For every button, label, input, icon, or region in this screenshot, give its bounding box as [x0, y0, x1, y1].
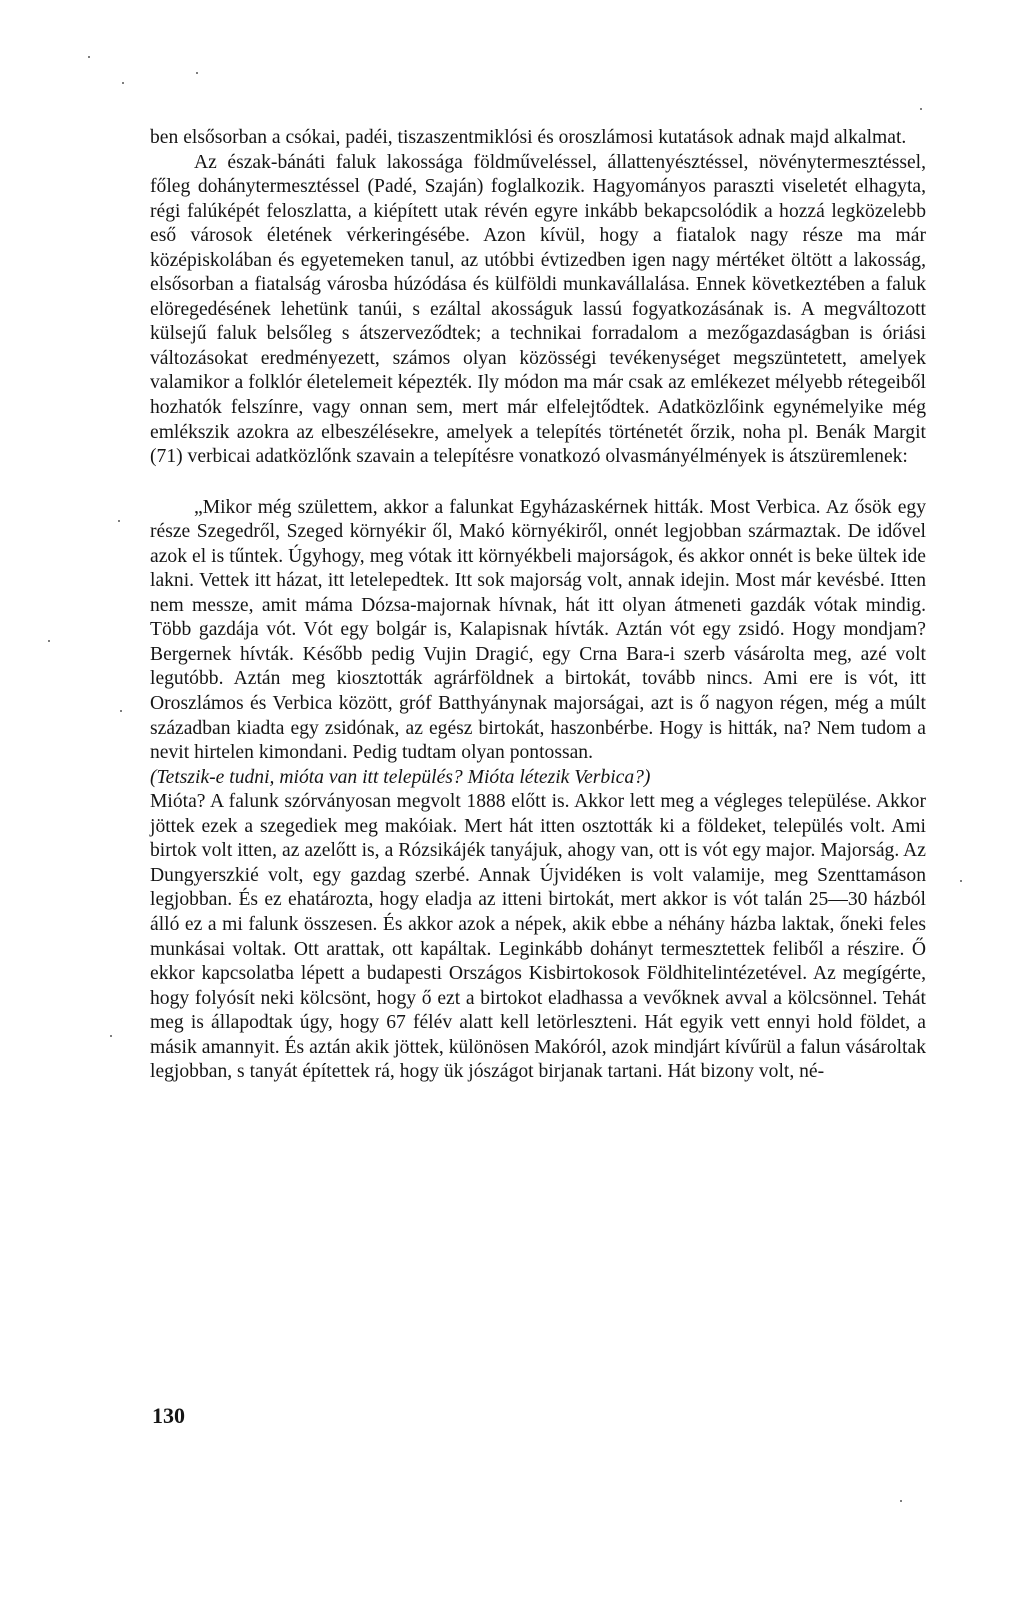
scan-speck — [110, 1035, 112, 1037]
paragraph-informant-answer: Mióta? A falunk szórványosan megvolt 1888 előtt is. Akkor lett meg a végleges települése. Akkor jöttek ezek a szegediek meg makóiak. Mert hát itten osztották ki a földeket, település volt. Ami birtok volt itten, az azelőtt is, a Rózsikájék tanyájuk, ahogy van, ott is vót egy major. Majorság. Az Dungyerszkié volt, egy gazdag szerbé. Annak Újvidéken is volt valamije, meg Szenttamáson legjobban. És ez ehatározta, hogy eladja az itteni birtokát, mert akkor is vót talán 25—30 házból álló ez a mi falunk összesen. És akkor azok a népek, akik ebbe a néhány házba laktak, őneki feles munkásai voltak. Ott arattak, ott kapáltak. Leginkább dohányt termesztettek feliből a részire. Ő ekkor kapcsolatba lépett a budapesti Országos Kisbirtokosok Földhitelintézetével. Az megígérte, hogy folyósít neki kölcsönt, hogy ő ezt a birtokot eladhassa a vevőknek avval a kölcsönnel. Tehát meg is állapodtak úgy, hogy 67 félév alatt kell letörleszteni. Hát egyik vett ennyi hold földet, a másik amannyit. És aztán akik jöttek, különösen Makóról, azok mindjárt kívűrül a falun vásároltak legjobban, s tanyát építettek rá, hogy ük jószágot birjanak tartani. Hát bizony volt, né- — [150, 791, 926, 1083]
page-number: 130 — [152, 1403, 185, 1428]
paragraph-interviewer-question: (Tetszik-e tudni, mióta van itt település? Mióta létezik Verbica?) — [150, 766, 651, 788]
paragraph-intro-continuation: ben elsősorban a csókai, padéi, tiszaszentmiklósi és oroszlámosi kutatások adnak majd alkalmat. — [150, 127, 907, 148]
scan-speck — [48, 640, 50, 642]
scan-speck — [88, 56, 90, 58]
scan-speck — [960, 880, 962, 882]
scan-speck — [118, 520, 120, 522]
scan-speck — [900, 1500, 902, 1502]
scan-speck — [122, 82, 124, 84]
paragraph-north-banat-villages: Az észak-bánáti faluk lakossága földműveléssel, állattenyésztéssel, növénytermesztéssel, főleg dohánytermesztéssel (Padé, Szaján) foglalkozik. Hagyományos paraszti viseletét elhagyta, régi falúképét feloszlatta, a kiépített utak révén egyre inkább bekapcsolódik a hozzá legközelebb eső városok életének vérkeringésébe. Azon kívül, hogy a fiatalok nagy része ma már középiskolában és egyetemeken tanul, az utóbbi évtizedben igen nagy mértéket öltött a lakosság, elsősorban a fiatalság városba húzódása és külföldi munkavállalása. Ennek következtében a faluk elöregedésének lehetünk tanúi, s ezáltal akosságuk lassú fogyatkozásának is. A megváltozott külsejű faluk belsőleg s átszerveződtek; a technikai forradalom a mezőgazdaságban is óriási változásokat eredményezett, számos olyan közösségi tevékenységet megszüntetett, amelyek valamikor a folklór életelemeit képezték. Ily módon ma már csak az emlékezet mélyebb rétegeiből hozhatók felszínre, vagy onnan sem, mert már elfelejtődtek. Adatközlőink egynémelyike még emlékszik azokra az elbeszélésekre, amelyek a telepítés történetét őrzik, noha pl. Benák Margit (71) verbicai adatközlőnk szavain a telepítésre vonatkozó olvasmányélmények is átszüremlenek: — [150, 151, 926, 468]
body-text — [150, 126, 926, 1085]
paragraph-quote-informant: „Mikor még születtem, akkor a falunkat Egyházaskérnek hitták. Most Verbica. Az ősök egy része Szegedről, Szeged környékir ől, Makó környékiről, onnét legjobban származtak. De idővel azok el is tűntek. Úgyhogy, meg vótak itt környékbeli majorságok, és akkor onnét is beke ültek ide lakni. Vettek itt házat, itt letelepedtek. Itt sok majorság volt, annak idejin. Most már kevésbé. Itten nem messze, amit máma Dózsa-majornak hívnak, hát itt olyan átmeneti gazdák vótak mindig. Több gazdája vót. Vót egy bolgár is, Kalapisnak hívták. Aztán vót egy zsidó. Hogy mondjam? Bergernek hívták. Később pedig Vujin Dragić, egy Crna Bara-i szerb vásárolta meg, azé volt legutóbb. Aztán meg kiosztották agrárföldnek a birtokát, tovább nincs. Ami ere is vót, itt Oroszlámos és Verbica között, gróf Batthyánynak majorságai, azt is ő nagyon régen, még a múlt században kiadta egy zsidónak, az egész birtokát, haszonbérbe. Hogy is hitták, na? Nem tudom a nevit hirtelen kimondani. Pedig tudtam olyan pontossan. — [150, 496, 926, 764]
scan-speck — [196, 72, 198, 74]
scan-speck — [120, 710, 122, 712]
scan-speck — [920, 108, 922, 110]
